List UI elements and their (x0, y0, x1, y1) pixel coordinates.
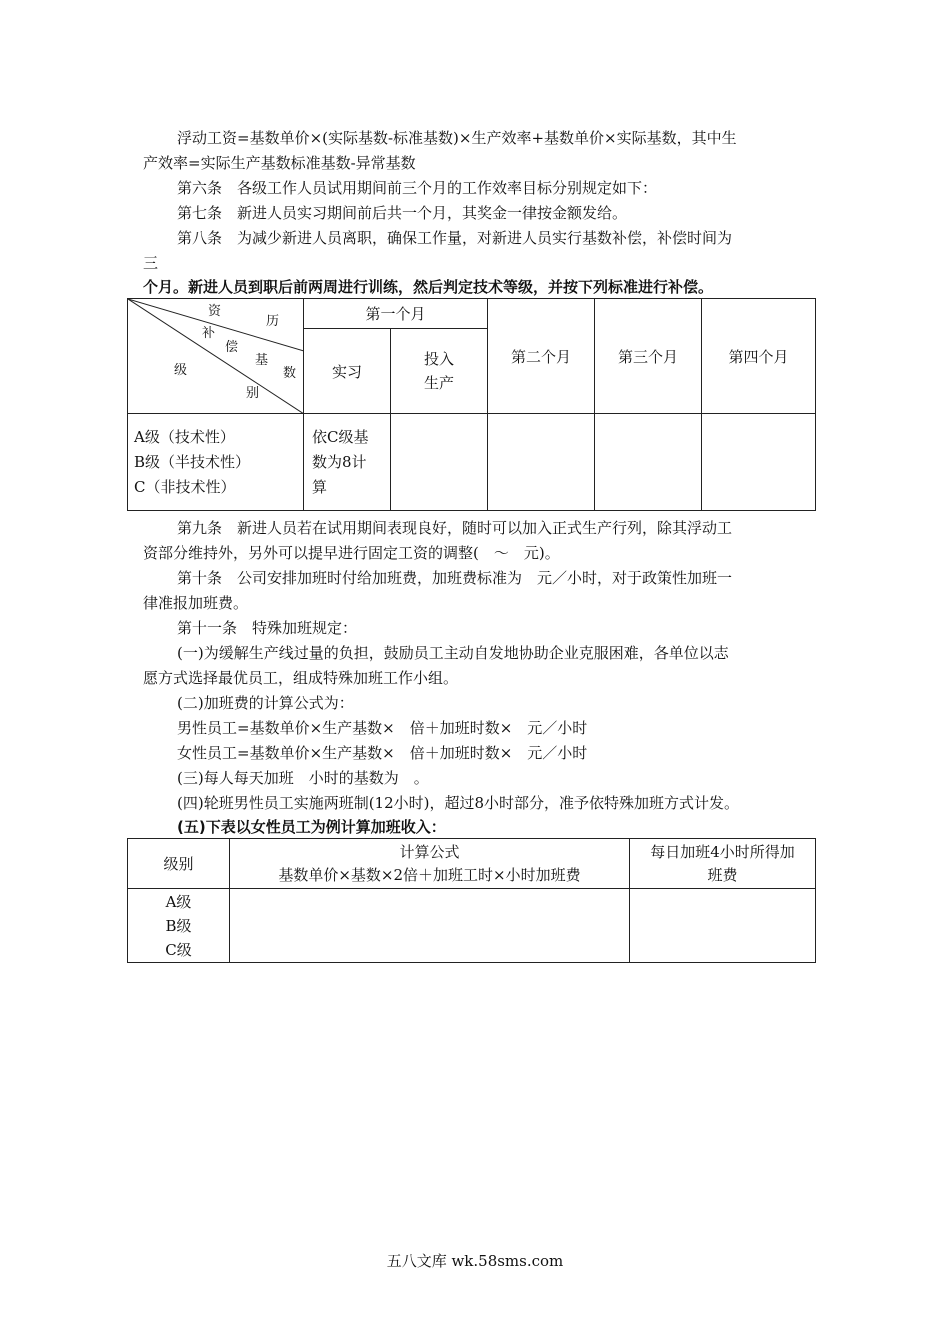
article-11: 第十一条 特殊加班规定： (177, 619, 358, 637)
section-5: (五)下表以女性员工为例计算加班收入： (177, 818, 446, 836)
section-4: (四)轮班男性员工实施两班制(12小时)，超过8小时部分，准予依特殊加班方式计发。 (177, 794, 740, 812)
level-c: C（非技术性） (134, 477, 236, 496)
diag-label: 别 (246, 386, 260, 401)
empty-cell (230, 889, 630, 963)
empty-cell (391, 414, 488, 511)
level-b: B级（半技术性） (134, 452, 251, 471)
diag-label: 级 (174, 363, 188, 378)
formula-title: 计算公式 (399, 842, 460, 861)
article-10-cont: 律准报加班费。 (143, 594, 249, 612)
article-7: 第七条 新进人员实习期间前后共一个月，其奖金一律按金额发给。 (177, 204, 628, 222)
level-c: C级 (165, 940, 192, 959)
article-8: 第八条 为减少新进人员离职，确保工作量，对新进人员实行基数补偿，补偿时间为 (177, 229, 733, 247)
second-month-header: 第二个月 (488, 299, 595, 414)
female-formula: 女性员工=基数单价×生产基数× 倍＋加班时数× 元／小时 (177, 744, 588, 762)
third-month-header: 第三个月 (595, 299, 702, 414)
empty-cell (702, 414, 816, 511)
empty-cell (630, 889, 816, 963)
production-label-2: 生产 (423, 374, 454, 392)
article-9-cont: 资部分维持外，另外可以提早进行固定工资的调整( ～ 元)。 (143, 544, 560, 562)
diag-label: 偿 (225, 340, 239, 355)
article-9: 第九条 新进人员若在试用期间表现良好，随时可以加入正式生产行列，除其浮动工 (177, 519, 733, 537)
section-1-cont: 愿方式选择最优员工，组成特殊加班工作小组。 (143, 669, 459, 687)
paragraph-formula-2: 产效率=实际生产基数标准基数-异常基数 (143, 154, 416, 172)
diagonal-header-cell (128, 299, 304, 414)
levels-cell (128, 889, 230, 963)
production-label-1: 投入 (423, 350, 454, 368)
article-8-bold: 个月。新进人员到职后前两周进行训练，然后判定技术等级，并按下列标准进行补偿。 (143, 278, 714, 296)
formula-text: 基数单价×基数×2倍＋加班工时×小时加班费 (278, 865, 581, 884)
overtime-table (127, 838, 816, 963)
diag-label: 资 (208, 304, 222, 319)
level-a: A级 (165, 892, 192, 911)
intern-value-line: 依C级基 (312, 427, 369, 446)
diag-label: 历 (266, 314, 280, 329)
intern-value-line: 数为8计 (312, 452, 367, 471)
internship-header: 实习 (304, 329, 391, 414)
section-1: (一)为缓解生产线过量的负担，鼓励员工主动自发地协助企业克服困难，各单位以志 (177, 644, 729, 662)
section-2: (二)加班费的计算公式为： (177, 694, 354, 712)
overtime-pay-label-1: 每日加班4小时所得加 (650, 842, 795, 861)
level-list-cell (128, 414, 304, 511)
intern-value-line: 算 (312, 477, 328, 496)
article-6: 第六条 各级工作人员试用期间前三个月的工作效率目标分别规定如下： (177, 179, 658, 197)
article-10: 第十条 公司安排加班时付给加班费，加班费标准为 元／小时，对于政策性加班一 (177, 569, 733, 587)
intern-value-cell (304, 414, 391, 511)
formula-header (230, 839, 630, 889)
overtime-pay-header (630, 839, 816, 889)
diag-label: 数 (283, 366, 297, 381)
footer-watermark: 五八文库 wk.58sms.com (386, 1252, 564, 1270)
first-month-header: 第一个月 (304, 299, 488, 329)
empty-cell (488, 414, 595, 511)
empty-cell (595, 414, 702, 511)
compensation-table (127, 298, 816, 511)
section-3: (三)每人每天加班 小时的基数为 。 (177, 769, 429, 787)
level-header: 级别 (128, 839, 230, 889)
level-b: B级 (165, 916, 192, 935)
diag-label: 补 (202, 326, 216, 341)
overtime-pay-label-2: 班费 (707, 865, 738, 884)
paragraph-formula-1: 浮动工资=基数单价×(实际基数-标准基数)×生产效率+基数单价×实际基数，其中生 (177, 129, 737, 147)
level-a: A级（技术性） (134, 427, 235, 446)
production-header (391, 329, 488, 414)
article-8-cont: 三 (143, 254, 159, 272)
male-formula: 男性员工=基数单价×生产基数× 倍＋加班时数× 元／小时 (177, 719, 588, 737)
fourth-month-header: 第四个月 (702, 299, 816, 414)
diag-label: 基 (255, 353, 269, 368)
